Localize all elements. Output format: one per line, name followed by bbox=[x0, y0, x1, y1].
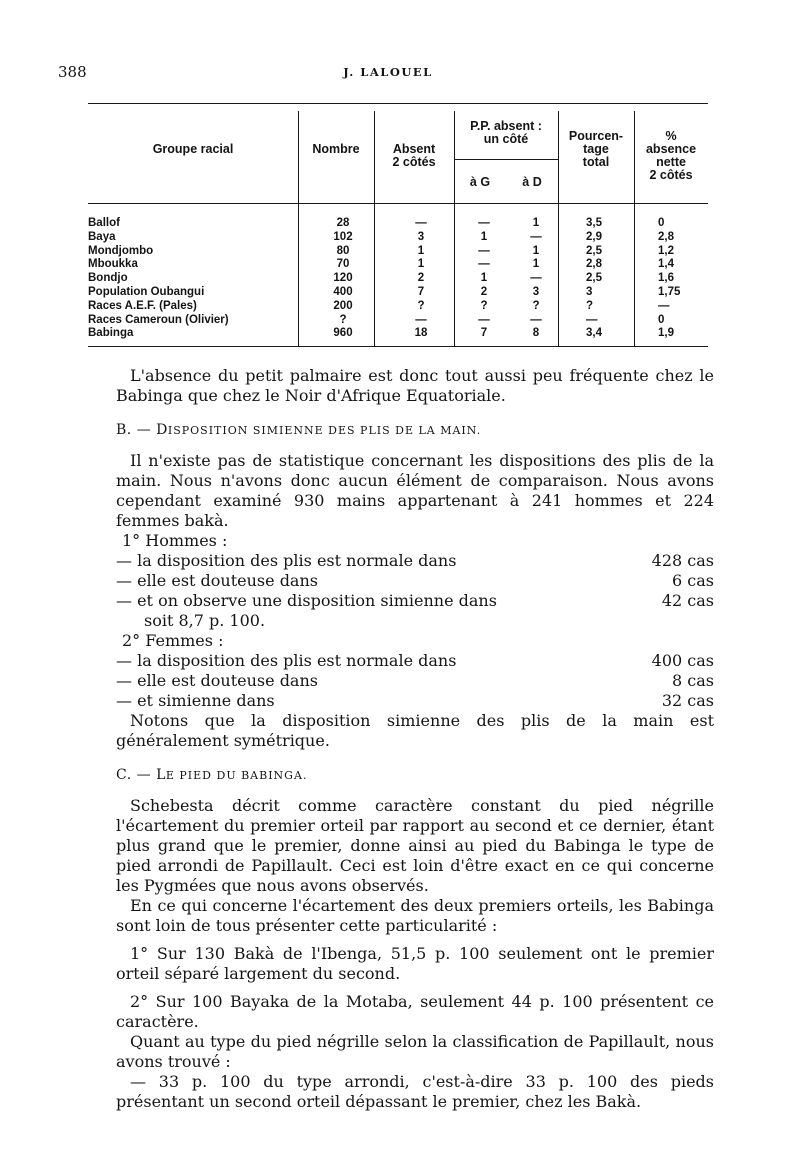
section-heading-b bbox=[116, 420, 714, 441]
cell-net: 1,9 bbox=[658, 327, 674, 340]
cell-number: 102 bbox=[333, 230, 353, 243]
table-top-rule bbox=[88, 103, 708, 104]
table-header-rule bbox=[88, 203, 708, 204]
cell-number: 960 bbox=[333, 327, 353, 340]
paragraph: Quant au type du pied négrille selon la classification de Papillault, nous avons trouvé : bbox=[116, 1032, 714, 1071]
table-row bbox=[88, 327, 708, 341]
body-text bbox=[116, 366, 714, 1112]
cell-net: 1,75 bbox=[658, 285, 681, 298]
count-value: 8 cas bbox=[672, 671, 714, 690]
cell-number: 28 bbox=[336, 217, 350, 229]
header-absent-two-sides: Absent 2 côtés bbox=[392, 142, 436, 169]
cell-percent: ? bbox=[586, 299, 594, 312]
paragraph: Schebesta décrit comme caractère constant du pied négrille l'écartement du premier orteil par rapport au second et ce dernier, étant plus grand que le premier, donne ainsi au pied du Babinga le type de pied arrondi de Papillault. Ceci est loin d'être exact en ce qui concerne les Pygmées que nous avons observés. bbox=[116, 796, 714, 895]
cell-group: Bondjo ..... bbox=[88, 272, 295, 286]
cell-net: 2,8 bbox=[658, 230, 674, 243]
cell-right: 1 bbox=[532, 258, 540, 271]
header-percent-total: Pourcen- tage total bbox=[568, 129, 624, 169]
cell-net: 1,6 bbox=[658, 272, 674, 285]
cell-absent2: — bbox=[415, 217, 427, 229]
cell-number: 400 bbox=[333, 285, 353, 298]
table-row bbox=[88, 272, 708, 286]
cell-group: Ballof ..... bbox=[88, 217, 295, 231]
cell-right: — bbox=[530, 313, 542, 326]
cell-percent: 2,5 bbox=[586, 244, 602, 257]
cell-right: — bbox=[530, 230, 542, 243]
cell-percent: 2,8 bbox=[586, 258, 602, 271]
cell-left: — bbox=[478, 258, 490, 271]
list-item: — elle est douteuse dans ..... 8 cas bbox=[116, 671, 714, 691]
cell-absent2: 18 bbox=[414, 327, 428, 340]
cell-percent: 2,9 bbox=[586, 230, 602, 243]
paragraph: — 33 p. 100 du type arrondi, c'est-à-dire 33 p. 100 des pieds présentant un second orteil dépassant le premier, chez les Bakà. bbox=[116, 1072, 714, 1111]
cell-percent: 3,4 bbox=[586, 327, 602, 340]
cell-number: 70 bbox=[336, 258, 350, 271]
cell-group: Mondjombo ..... bbox=[88, 245, 295, 259]
cell-right: 1 bbox=[532, 244, 540, 257]
cell-number: 200 bbox=[333, 299, 353, 312]
cell-left: 1 bbox=[480, 230, 488, 243]
list-item: — et simienne dans ..... 32 cas bbox=[116, 691, 714, 711]
cell-right: 3 bbox=[532, 285, 540, 298]
page-number: 388 bbox=[58, 63, 87, 81]
cell-right: 1 bbox=[532, 217, 540, 229]
list-continuation: soit 8,7 p. 100. bbox=[144, 611, 266, 630]
table-row bbox=[88, 245, 708, 259]
paragraph: Il n'existe pas de statistique concernant les dispositions des plis de la main. Nous n'avons donc aucun élément de comparaison. Nous avons cependant examiné 930 mains appartenant à 241 hommes et 224 femmes bakà. bbox=[116, 451, 714, 530]
cell-absent2: 1 bbox=[417, 244, 425, 257]
section-b-title: ISPOSITION SIMIENNE DES PLIS DE LA MAIN. bbox=[167, 424, 482, 437]
table-row bbox=[88, 258, 708, 272]
paragraph: Notons que la disposition simienne des plis de la main est généralement symétrique. bbox=[116, 711, 714, 750]
cell-left: — bbox=[478, 313, 490, 326]
cell-percent: — bbox=[586, 313, 598, 326]
cell-group: Babinga ..... bbox=[88, 327, 295, 341]
count-value: 6 cas bbox=[672, 571, 714, 590]
header-group: Groupe racial bbox=[152, 142, 234, 156]
cell-left: — bbox=[478, 244, 490, 257]
paragraph: 2° Sur 100 Bayaka de la Motaba, seulement 44 p. 100 présentent ce caractère. bbox=[116, 992, 714, 1031]
count-value: 428 cas bbox=[651, 551, 714, 570]
count-value: 400 cas bbox=[651, 651, 714, 670]
cell-left: — bbox=[478, 217, 490, 229]
section-heading-c bbox=[116, 765, 714, 786]
page-header bbox=[58, 63, 718, 85]
count-value: 32 cas bbox=[661, 691, 714, 710]
cell-percent: 3,5 bbox=[586, 217, 602, 229]
cell-net: 0 bbox=[658, 313, 665, 326]
header-right: à D bbox=[522, 175, 542, 189]
table-row bbox=[88, 300, 708, 314]
cell-group: Mboukka ..... bbox=[88, 258, 295, 272]
cell-right: ? bbox=[532, 299, 540, 312]
cell-net: 1,2 bbox=[658, 244, 674, 257]
table-row bbox=[88, 217, 708, 231]
table-row bbox=[88, 314, 708, 328]
cell-net: — bbox=[658, 299, 670, 312]
cell-absent2: — bbox=[415, 313, 427, 326]
subheader-rule bbox=[454, 159, 558, 160]
cell-group: Baya ..... bbox=[88, 231, 295, 245]
cell-number: 120 bbox=[333, 272, 353, 285]
cell-absent2: ? bbox=[417, 299, 425, 312]
header-percent-net: % absence nette 2 côtés bbox=[645, 129, 697, 182]
header-pp-absent: P.P. absent : un côté bbox=[470, 119, 542, 146]
cell-left: ? bbox=[480, 299, 488, 312]
section-c-title: E PIED DU BABINGA. bbox=[165, 769, 308, 782]
running-title: J. LALOUEL bbox=[343, 65, 433, 79]
list-item: — elle est douteuse dans ..... 6 cas bbox=[116, 571, 714, 591]
cell-right: — bbox=[530, 272, 542, 285]
cell-percent: 3 bbox=[586, 285, 593, 298]
paragraph: En ce qui concerne l'écartement des deux premiers orteils, les Babinga sont loin de tous présenter cette particularité : bbox=[116, 896, 714, 935]
cell-left: 2 bbox=[480, 285, 488, 298]
cell-group: Population Oubangui ..... bbox=[88, 286, 295, 300]
cell-group: Races A.E.F. (Pales) ..... bbox=[88, 300, 295, 314]
cell-absent2: 3 bbox=[417, 230, 425, 243]
cell-absent2: 7 bbox=[417, 285, 425, 298]
header-left: à G bbox=[469, 175, 491, 189]
cell-absent2: 1 bbox=[417, 258, 425, 271]
list-item: — et on observe une disposition simienne dans ..... 42 cas bbox=[116, 591, 714, 611]
data-table bbox=[88, 103, 708, 349]
table-row bbox=[88, 286, 708, 300]
header-number: Nombre bbox=[312, 142, 360, 156]
table-bottom-rule bbox=[88, 346, 708, 347]
paragraph: L'absence du petit palmaire est donc tout aussi peu fréquente chez le Babinga que chez le Noir d'Afrique Equatoriale. bbox=[116, 366, 714, 405]
cell-number: ? bbox=[339, 313, 347, 326]
cell-net: 1,4 bbox=[658, 258, 674, 271]
section-b-prefix: B. — D bbox=[116, 422, 168, 438]
paragraph: 1° Sur 130 Bakà de l'Ibenga, 51,5 p. 100 seulement ont le premier orteil séparé largement du second. bbox=[116, 944, 714, 983]
list-item: — la disposition des plis est normale dans ..... 428 cas bbox=[116, 551, 714, 571]
cell-percent: 2,5 bbox=[586, 272, 602, 285]
count-value: 42 cas bbox=[661, 591, 714, 610]
cell-group: Races Cameroun (Olivier) ..... bbox=[88, 314, 295, 328]
cell-left: 7 bbox=[480, 327, 488, 340]
cell-number: 80 bbox=[336, 244, 350, 257]
table-body bbox=[88, 217, 708, 341]
cell-absent2: 2 bbox=[417, 272, 425, 285]
cell-right: 8 bbox=[532, 327, 540, 340]
cell-left: 1 bbox=[480, 272, 488, 285]
section-c-prefix: C. — L bbox=[116, 767, 166, 783]
men-heading: 1° Hommes : bbox=[122, 531, 228, 550]
table-row bbox=[88, 231, 708, 245]
cell-net: 0 bbox=[658, 217, 665, 229]
women-heading: 2° Femmes : bbox=[122, 631, 224, 650]
list-item: — la disposition des plis est normale dans ..... 400 cas bbox=[116, 651, 714, 671]
